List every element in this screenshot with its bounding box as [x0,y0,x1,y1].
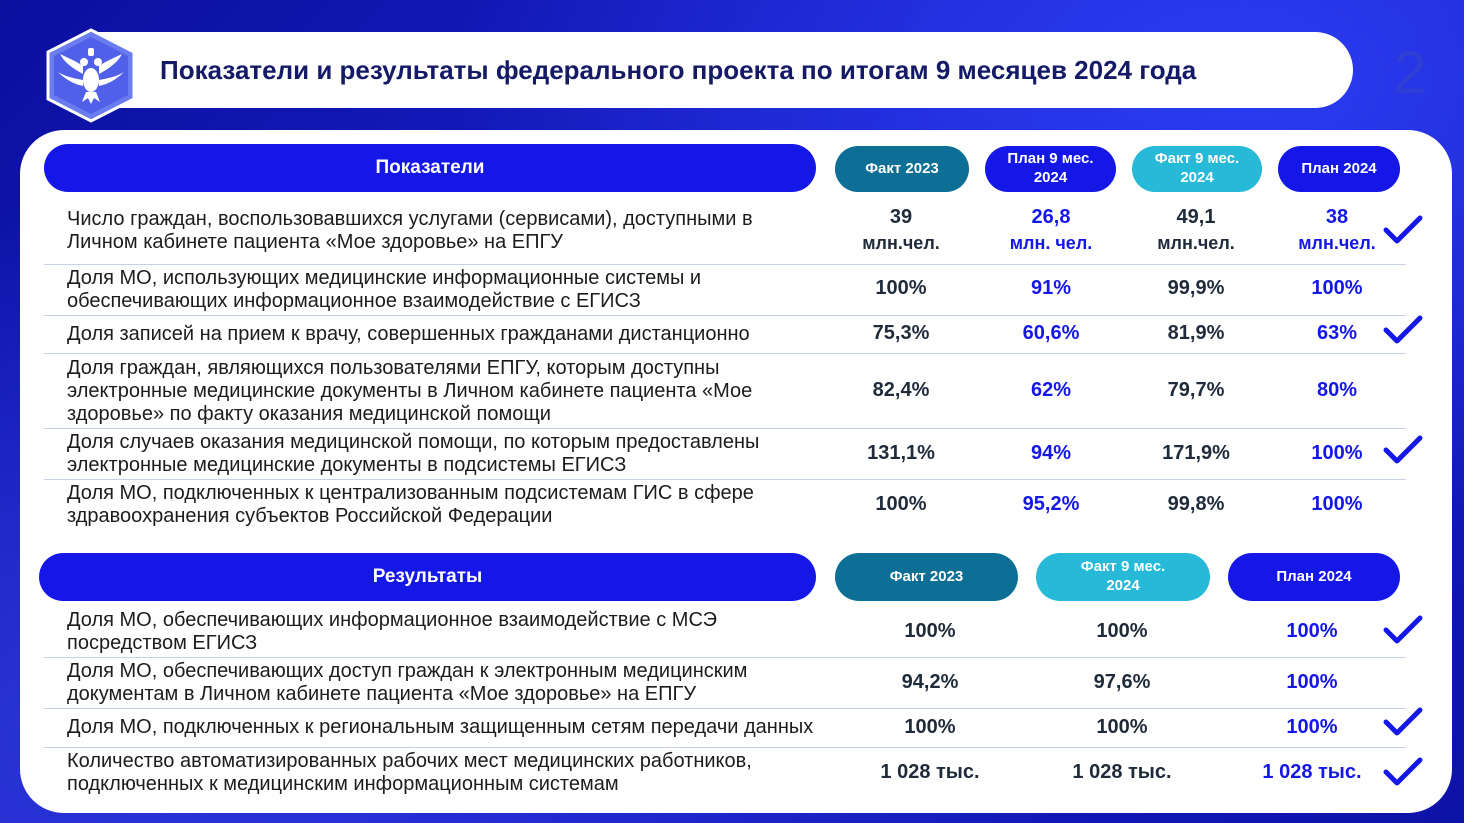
indicator-plan-9m: 91% [1030,277,1072,299]
check-icon [1383,706,1423,738]
indicator-row-label: Доля МО, подключенных к централизованным подсистемам ГИС в сфере здравоохранения субъектов Российской Федерации [67,482,754,527]
result-fact-9m: 100% [1096,620,1148,642]
row-divider [44,747,1406,748]
col-fact-2023: Факт 2023 [835,146,969,192]
title-bar [60,32,1353,108]
row-divider [44,315,1406,316]
page-title: Показатели и результаты федерального проекта по итогам 9 месяцев 2024 года [160,54,1197,85]
check-icon [1383,434,1423,466]
result-fact-9m: 100% [1096,716,1148,738]
row-divider [44,428,1406,429]
indicator-plan-2024: 80% [1316,379,1358,401]
double-headed-eagle-emblem-icon [42,28,140,123]
result-fact-2023: 1 028 тыс. [880,761,980,783]
indicator-plan-2024: 63% [1316,322,1358,344]
indicator-row-label: Доля случаев оказания медицинской помощи, по которым предоставлены электронные медицинские документы в подсистемы ЕГИСЗ [67,431,760,476]
indicator-plan-2024: 100% [1311,277,1363,299]
row-divider [44,264,1406,265]
indicator-fact-9m: 99,9% [1167,277,1225,299]
check-icon [1383,614,1423,646]
result-plan-2024: 100% [1286,620,1338,642]
result-row-label: Количество автоматизированных рабочих мест медицинских работников, подключенных к медицинским информационным системам [67,750,752,795]
result-plan-2024: 1 028 тыс. [1262,761,1362,783]
indicator-plan-9m: 62% [1030,379,1072,401]
result-fact-9m: 1 028 тыс. [1072,761,1172,783]
results-col-plan-2024: План 2024 [1228,553,1400,601]
indicator-row-label: Доля МО, использующих медицинские информационные системы и обеспечивающих информационное взаимодействие с ЕГИСЗ [67,267,702,312]
result-row-label: Доля МО, обеспечивающих информационное взаимодействие с МСЭ посредством ЕГИСЗ [67,609,718,654]
indicator-fact-9m: 81,9% [1167,322,1225,344]
indicator-plan-2024: 38 млн.чел. [1298,206,1376,253]
indicator-fact-9m: 171,9% [1162,442,1230,464]
results-col-fact-2023: Факт 2023 [835,553,1018,601]
results-header: Результаты [39,553,816,601]
indicators-header: Показатели [44,144,816,192]
indicator-fact-2023: 131,1% [867,442,935,464]
col-fact-9m-2024: Факт 9 мес. 2024 [1132,146,1262,192]
indicator-plan-9m: 26,8 млн. чел. [1009,206,1093,253]
result-fact-2023: 100% [904,716,956,738]
result-row-label: Доля МО, подключенных к региональным защищенным сетям передачи данных [67,716,814,738]
page-number: 2 [1393,39,1427,106]
col-plan-2024: План 2024 [1278,146,1400,192]
indicator-fact-2023: 75,3% [872,322,930,344]
check-icon [1383,314,1423,346]
results-col-fact-9m-2024: Факт 9 мес. 2024 [1036,553,1210,601]
check-icon [1383,214,1423,246]
indicator-plan-2024: 100% [1311,442,1363,464]
indicator-fact-2023: 39 млн.чел. [862,206,940,253]
result-plan-2024: 100% [1286,716,1338,738]
result-fact-2023: 100% [904,620,956,642]
row-divider [44,657,1406,658]
indicator-fact-2023: 100% [875,277,927,299]
row-divider [44,708,1406,709]
indicator-fact-9m: 49,1 млн.чел. [1157,206,1235,253]
row-divider [44,353,1406,354]
indicator-plan-9m: 95,2% [1022,493,1080,515]
indicator-plan-9m: 60,6% [1022,322,1080,344]
result-row-label: Доля МО, обеспечивающих доступ граждан к электронным медицинским документам в Личном кабинете пациента «Мое здоровье» на ЕПГУ [67,660,748,705]
indicator-plan-2024: 100% [1311,493,1363,515]
indicator-fact-2023: 100% [875,493,927,515]
indicator-fact-9m: 99,8% [1167,493,1225,515]
indicator-plan-9m: 94% [1030,442,1072,464]
result-plan-2024: 100% [1286,671,1338,693]
row-divider [44,479,1406,480]
result-fact-9m: 97,6% [1093,671,1151,693]
indicator-row-label: Доля граждан, являющихся пользователями ЕПГУ, которым доступны электронные медицинские документы в Личном кабинете пациента «Мое здоровье» по факту оказания медицинской помощи [67,357,753,425]
indicator-fact-2023: 82,4% [872,379,930,401]
col-plan-9m-2024: План 9 мес. 2024 [985,146,1116,192]
result-fact-2023: 94,2% [901,671,959,693]
indicator-row-label: Доля записей на прием к врачу, совершенных гражданами дистанционно [67,323,750,345]
check-icon [1383,756,1423,788]
indicator-fact-9m: 79,7% [1167,379,1225,401]
indicator-row-label: Число граждан, воспользовавшихся услугами (сервисами), доступными в Личном кабинете пациента «Мое здоровье» на ЕПГУ [67,208,753,253]
